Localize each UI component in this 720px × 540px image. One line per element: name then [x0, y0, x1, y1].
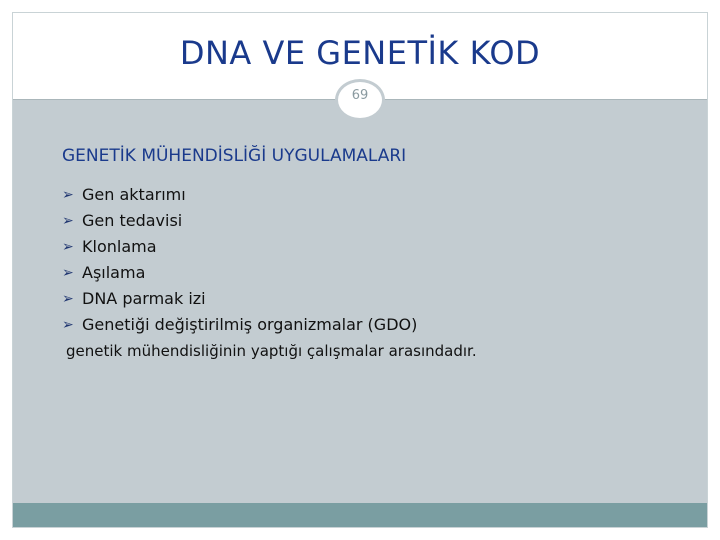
- arrow-bullet-icon: ➢: [62, 265, 74, 281]
- list-item: [62, 312, 417, 338]
- arrow-bullet-icon: ➢: [62, 187, 74, 203]
- list-item: [62, 286, 417, 312]
- bullet-text: Gen tedavisi: [82, 211, 183, 230]
- footer-bar: [13, 503, 707, 527]
- slide-title: DNA VE GENETİK KOD: [179, 34, 541, 72]
- arrow-bullet-icon: ➢: [62, 239, 74, 255]
- arrow-bullet-icon: ➢: [62, 213, 74, 229]
- page-number: 69: [351, 88, 369, 103]
- arrow-bullet-icon: ➢: [62, 317, 74, 333]
- bullet-text: Gen aktarımı: [82, 185, 186, 204]
- bullet-text: DNA parmak izi: [82, 289, 206, 308]
- closing-text: genetik mühendisliğinin yaptığı çalışmalar arasındadır.: [66, 342, 477, 360]
- list-item: [62, 234, 417, 260]
- list-item: [62, 182, 417, 208]
- bullet-text: Aşılama: [82, 263, 146, 282]
- arrow-bullet-icon: ➢: [62, 291, 74, 307]
- slide-subtitle: GENETİK MÜHENDİSLİĞİ UYGULAMALARI: [62, 146, 407, 166]
- list-item: [62, 260, 417, 286]
- list-item: [62, 208, 417, 234]
- bullet-text: Klonlama: [82, 237, 157, 256]
- bullet-text: Genetiği değiştirilmiş organizmalar (GDO): [82, 315, 418, 334]
- bullet-list: [62, 182, 417, 338]
